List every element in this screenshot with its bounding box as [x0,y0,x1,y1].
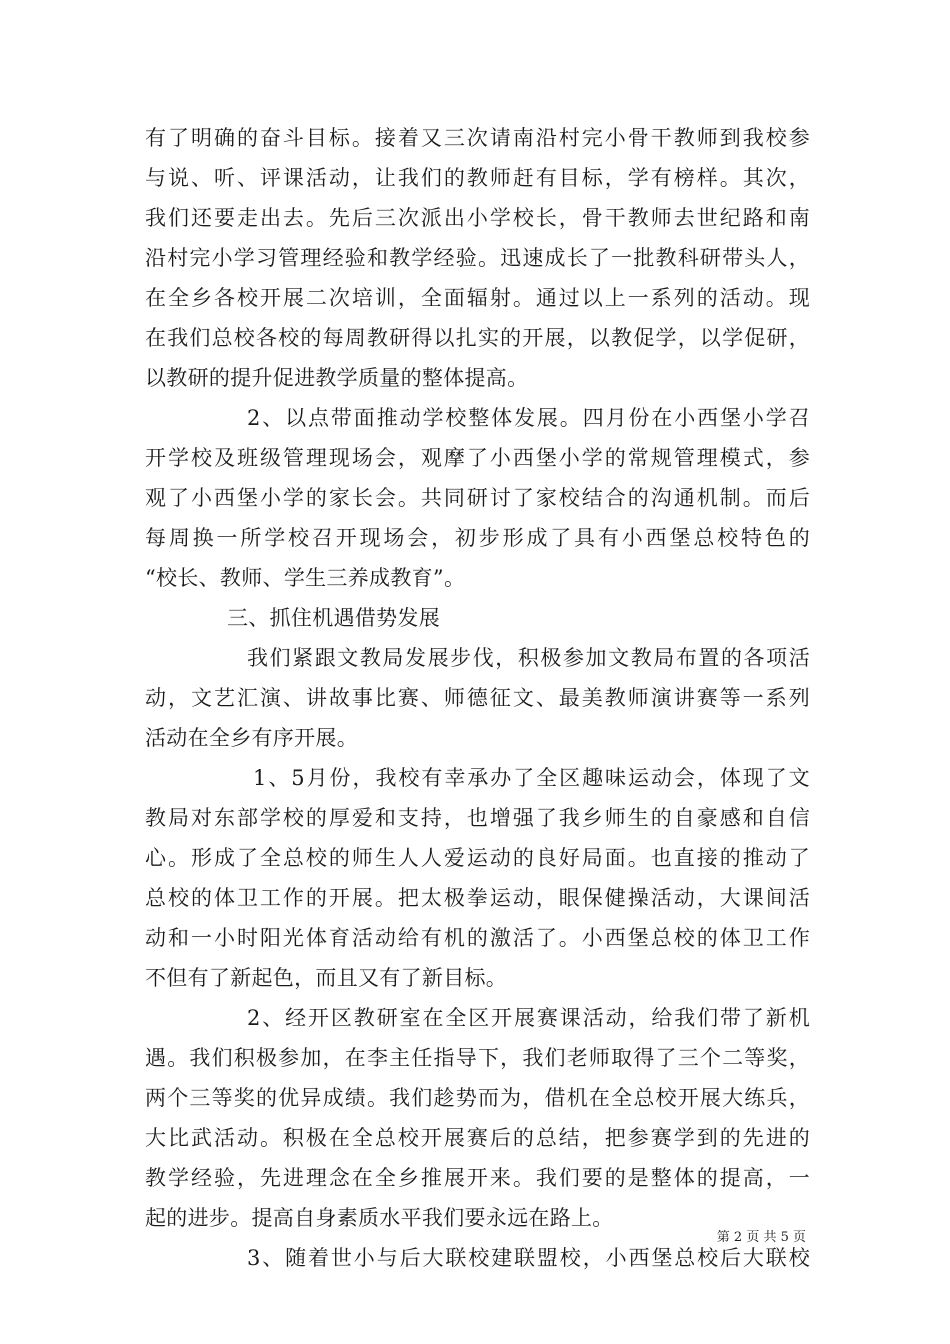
text-line: 我们还要走出去。先后三次派出小学校长，骨干教师去世纪路和南 [145,206,810,230]
text-line: 活动在全乡有序开展。 [145,726,358,750]
text-line: 教局对东部学校的厚爱和支持，也增强了我乡师生的自豪感和自信 [145,806,810,830]
page-number: 第 2 页 共 5 页 [716,1230,806,1245]
text-line: 动，文艺汇演、讲故事比赛、师德征文、最美教师演讲赛等一系列 [145,686,810,710]
body-text [145,118,810,1278]
text-line: 观了小西堡小学的家长会。共同研讨了家校结合的沟通机制。而后 [145,486,810,510]
text-line: 以教研的提升促进教学质量的整体提高。 [145,366,529,390]
text-line: 三、抓住机遇借势发展 [227,606,440,630]
text-line: 2、以点带面推动学校整体发展。四月份在小西堡小学召 [247,406,810,430]
text-line: 我们紧跟文教局发展步伐，积极参加文教局布置的各项活 [247,646,810,670]
text-line: 2、经开区教研室在全区开展赛课活动，给我们带了新机 [247,1006,810,1030]
text-line: 动和一小时阳光体育活动给有机的激活了。小西堡总校的体卫工作 [145,926,810,950]
text-line: 教学经验，先进理念在全乡推展开来。我们要的是整体的提高，一 [145,1166,810,1190]
text-line: 每周换一所学校召开现场会，初步形成了具有小西堡总校特色的 [145,526,810,550]
text-line: 两个三等奖的优异成绩。我们趁势而为，借机在全总校开展大练兵， [145,1086,810,1110]
text-line: 与说、听、评课活动，让我们的教师赶有目标，学有榜样。其次， [145,166,810,190]
text-line: 1、5月份，我校有幸承办了全区趣味运动会，体现了文 [253,766,810,790]
text-line: “校长、教师、学生三养成教育”。 [145,566,466,590]
text-line: 3、随着世小与后大联校建联盟校，小西堡总校后大联校 [247,1246,810,1270]
text-line: 在我们总校各校的每周教研得以扎实的开展，以教促学，以学促研， [145,326,810,350]
text-line: 开学校及班级管理现场会，观摩了小西堡小学的常规管理模式，参 [145,446,810,470]
text-line: 大比武活动。积极在全总校开展赛后的总结，把参赛学到的先进的 [145,1126,810,1150]
text-line: 心。形成了全总校的师生人人爱运动的良好局面。也直接的推动了 [145,846,810,870]
text-line: 不但有了新起色，而且又有了新目标。 [145,966,508,990]
text-line: 遇。我们积极参加，在李主任指导下，我们老师取得了三个二等奖， [145,1046,810,1070]
text-line: 起的进步。提高自身素质水平我们要永远在路上。 [145,1206,614,1230]
text-line: 有了明确的奋斗目标。接着又三次请南沿村完小骨干教师到我校参 [145,126,810,150]
text-line: 总校的体卫工作的开展。把太极拳运动，眼保健操活动，大课间活 [145,886,810,910]
text-line: 沿村完小学习管理经验和教学经验。迅速成长了一批教科研带头人， [145,246,810,270]
text-line: 在全乡各校开展二次培训，全面辐射。通过以上一系列的活动。现 [145,286,810,310]
